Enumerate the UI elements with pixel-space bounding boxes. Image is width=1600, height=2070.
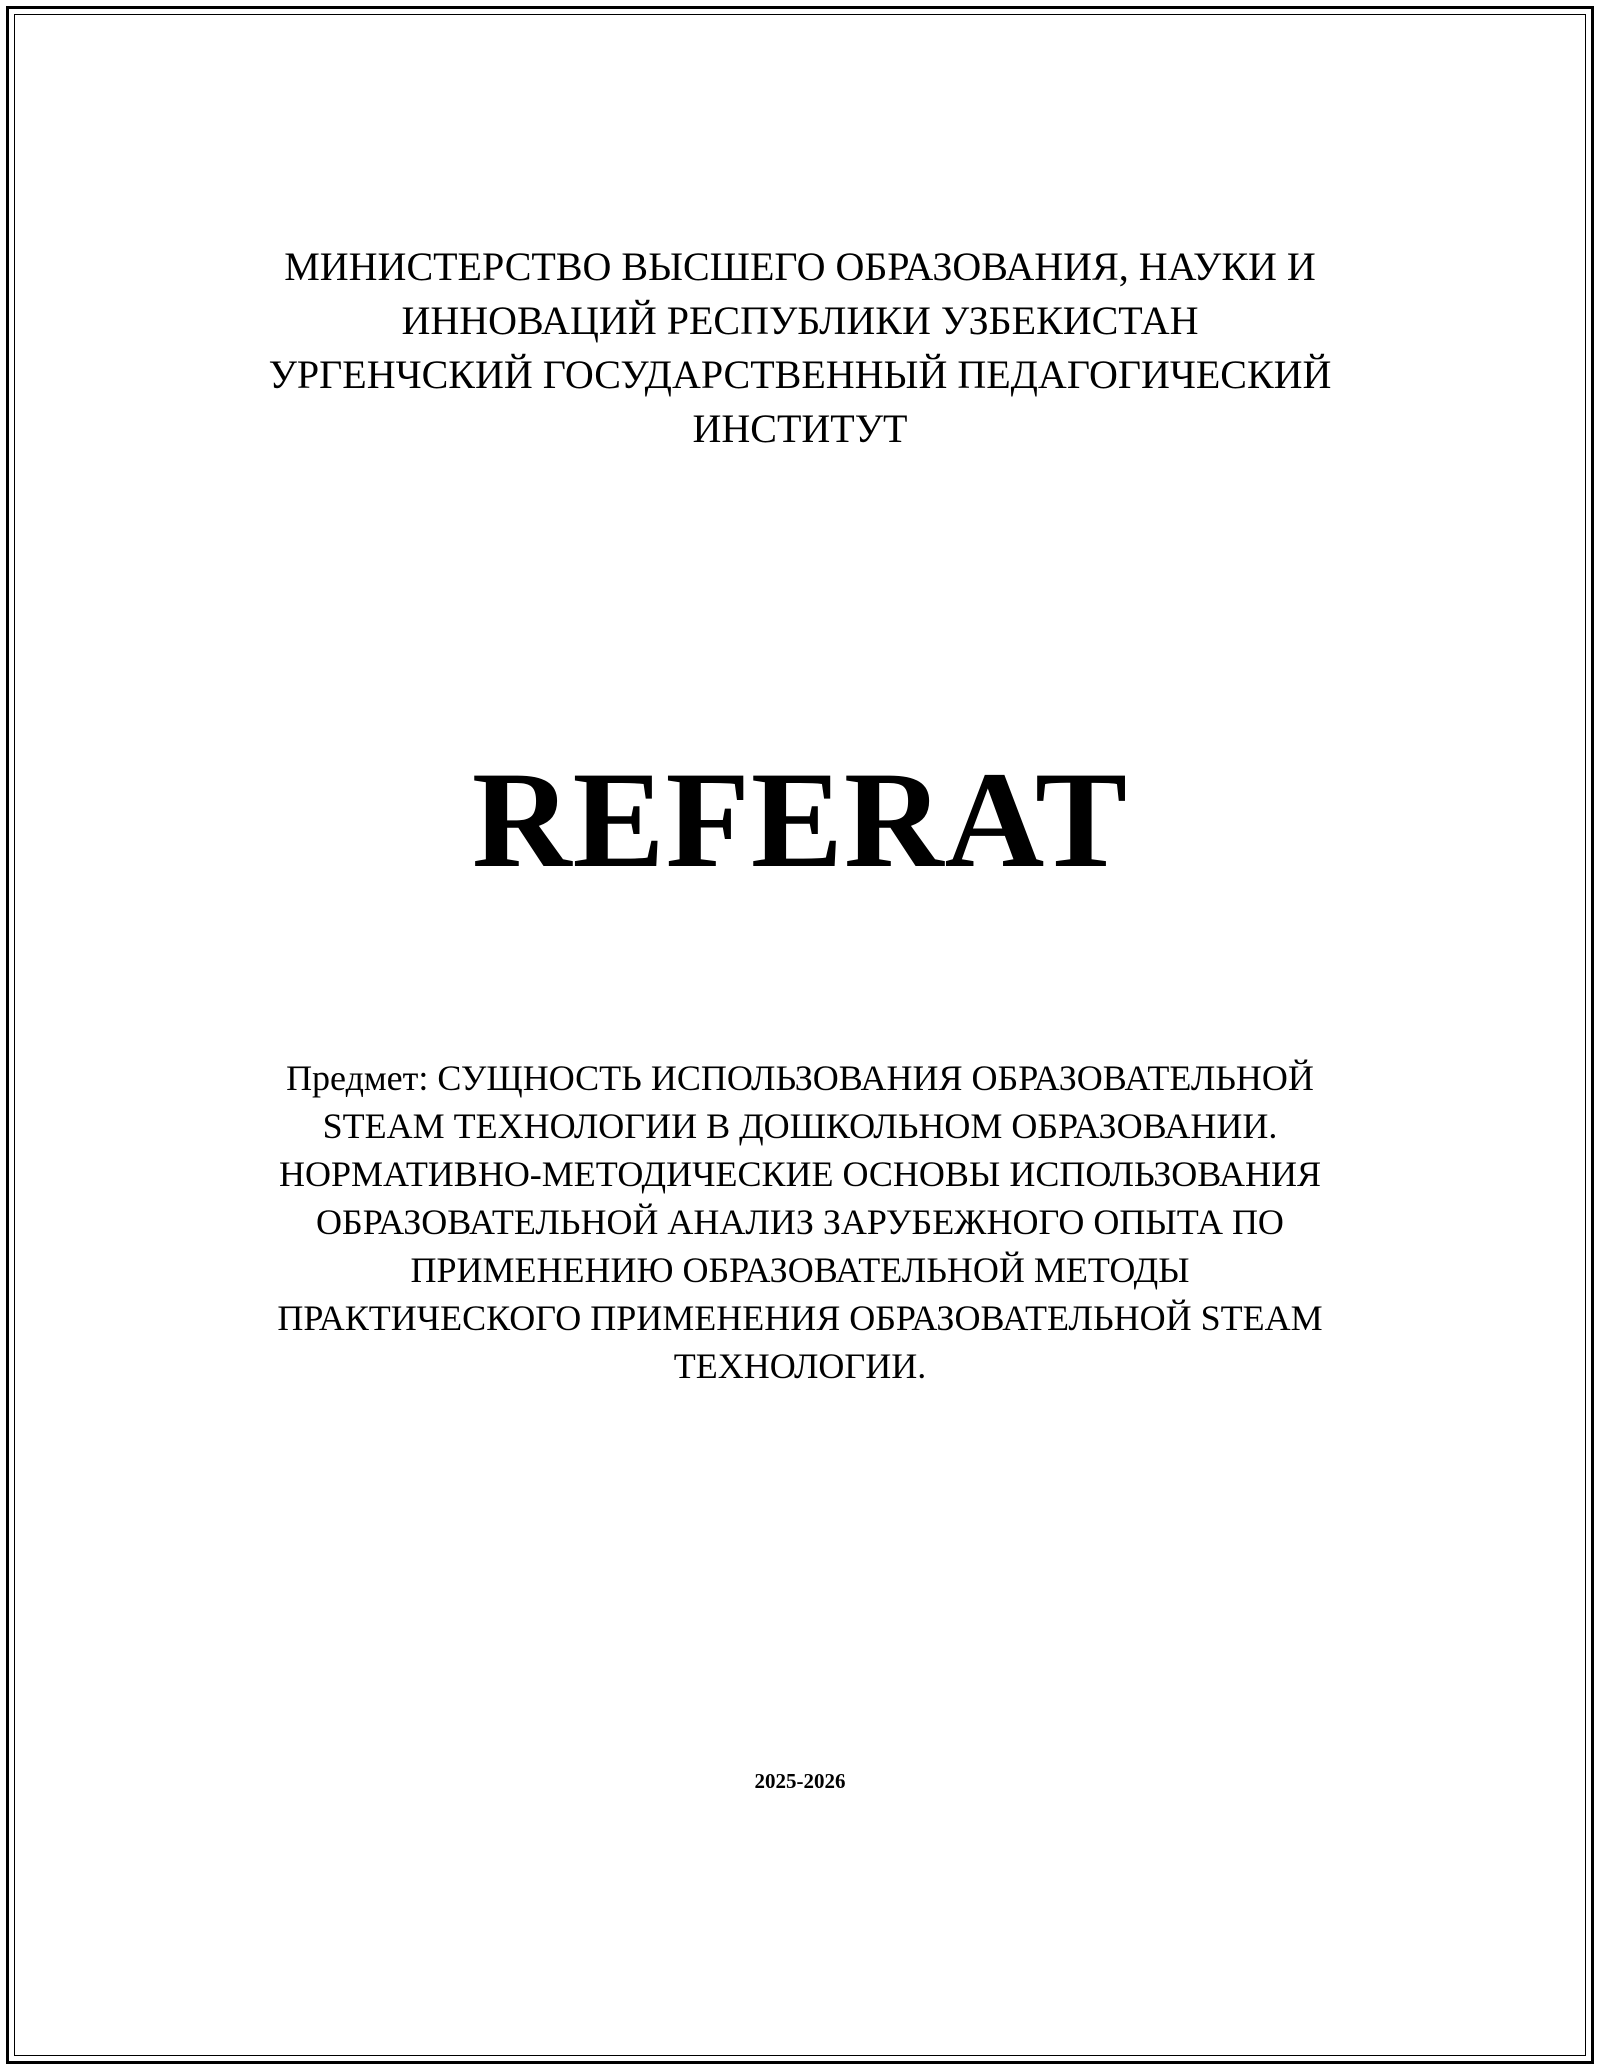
header-line: МИНИСТЕРСТВО ВЫСШЕГО ОБРАЗОВАНИЯ, НАУКИ И: [284, 244, 1316, 289]
subject-line: ТЕХНОЛОГИИ.: [673, 1346, 927, 1386]
header-line: ИНСТИТУТ: [692, 406, 908, 451]
document-title: REFERAT: [471, 743, 1129, 896]
header-line: УРГЕНЧСКИЙ ГОСУДАРСТВЕННЫЙ ПЕДАГОГИЧЕСКИЙ: [268, 352, 1332, 397]
header-line: ИННОВАЦИЙ РЕСПУБЛИКИ УЗБЕКИСТАН: [401, 298, 1199, 343]
subject-line: STEAM ТЕХНОЛОГИИ В ДОШКОЛЬНОМ ОБРАЗОВАНИИ.: [322, 1106, 1278, 1146]
subject-block: [0, 1054, 1600, 1390]
subject-line: ПРИМЕНЕНИЮ ОБРАЗОВАТЕЛЬНОЙ МЕТОДЫ: [410, 1250, 1190, 1290]
academic-year: 2025-2026: [754, 1769, 846, 1793]
subject-line: ОБРАЗОВАТЕЛЬНОЙ АНАЛИЗ ЗАРУБЕЖНОГО ОПЫТА ПО: [316, 1202, 1284, 1242]
institution-header: [0, 240, 1600, 456]
subject-line: НОРМАТИВНО-МЕТОДИЧЕСКИЕ ОСНОВЫ ИСПОЛЬЗОВАНИЯ: [278, 1154, 1322, 1194]
subject-line: Предмет: СУЩНОСТЬ ИСПОЛЬЗОВАНИЯ ОБРАЗОВАТЕЛЬНОЙ: [286, 1058, 1314, 1098]
subject-line: ПРАКТИЧЕСКОГО ПРИМЕНЕНИЯ ОБРАЗОВАТЕЛЬНОЙ STEAM: [277, 1298, 1323, 1338]
